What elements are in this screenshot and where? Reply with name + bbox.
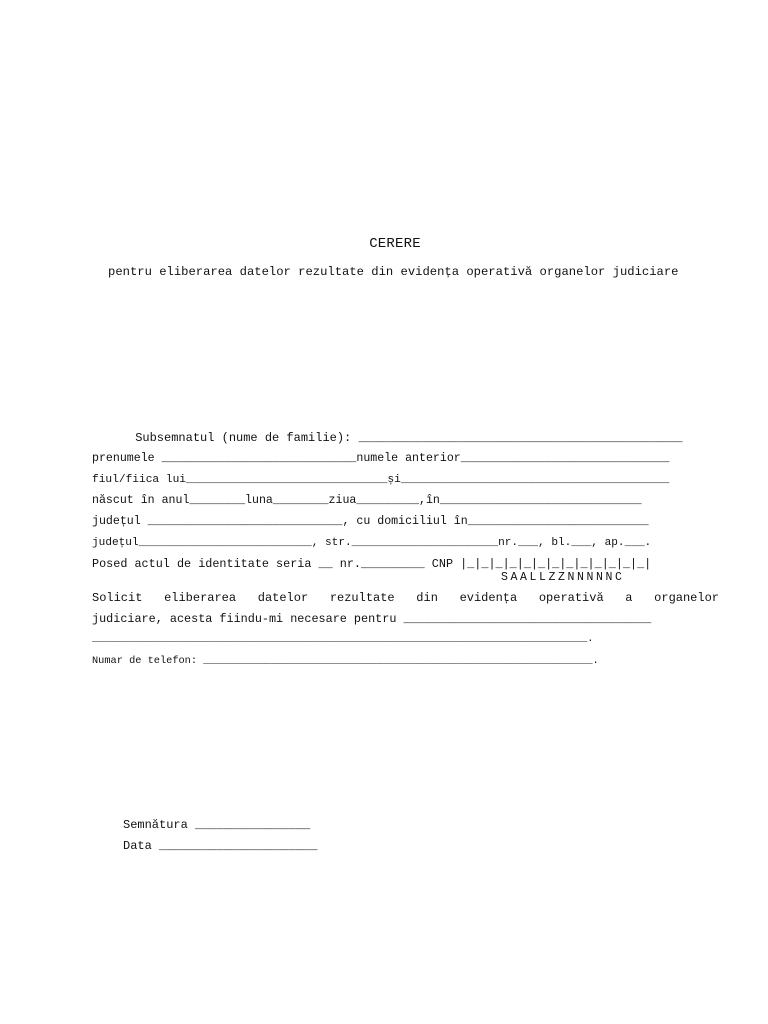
document-title: CERERE — [369, 236, 421, 252]
signature-field: Semnătura ________________ — [123, 818, 311, 832]
date-field: Data ______________________ — [123, 839, 318, 853]
line-address: județul__________________________, str.______________________nr.___, bl.___, ap.___. — [92, 537, 652, 549]
line-firstname: prenumele ____________________________numele anterior______________________________ — [92, 452, 670, 465]
document-subtitle: pentru eliberarea datelor rezultate din evidența operativă organelor judiciare — [108, 265, 679, 279]
line-request: Solicit eliberarea datelor rezultate din evidența operativă a organelor — [92, 591, 719, 605]
cnp-legend: SAALLZZNNNNNC — [501, 571, 625, 584]
line-birth: născut în anul________luna________ziua_________,în_____________________________ — [92, 494, 642, 507]
line-parent: fiul/fiica lui______________________________și________________________________________ — [92, 474, 670, 486]
line-purpose-continued: _________________________________________________________________________________. — [92, 634, 594, 645]
line-surname: Subsemnatul (nume de familie): _____________________________________________ — [92, 431, 683, 445]
line-phone: Numar de telefon: _______________________________________________________________. — [92, 655, 599, 667]
line-id-cnp: Posed actul de identitate seria __ nr._________ CNP |_|_|_|_|_|_|_|_|_|_|_|_|_| — [92, 557, 652, 571]
line-county-domicile: județul ____________________________, cu domiciliul în__________________________ — [92, 515, 649, 528]
line-purpose: judiciare, acesta fiindu-mi necesare pentru ___________________________________ — [92, 612, 652, 626]
